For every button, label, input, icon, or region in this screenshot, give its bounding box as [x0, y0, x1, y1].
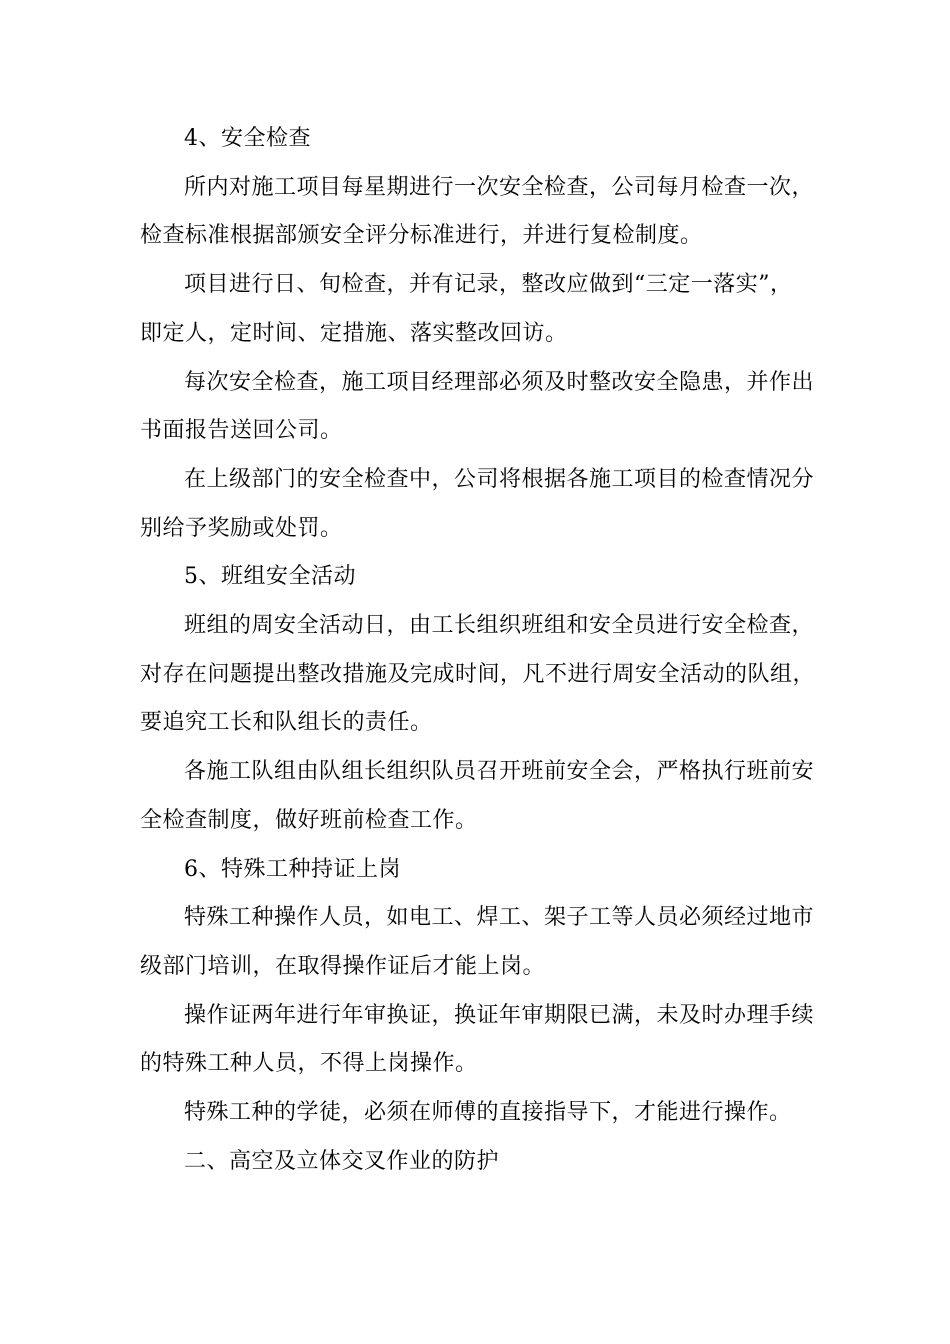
paragraph-line: 的特殊工种人员，不得上岗操作。 [140, 1051, 478, 1077]
paragraph-line: 即定人，定时间、定措施、落实整改回访。 [140, 320, 568, 346]
paragraph-line: 每次安全检查，施工项目经理部必须及时整改安全隐患，并作出 [184, 369, 815, 395]
paragraph-line: 全检查制度，做好班前检查工作。 [140, 807, 478, 833]
section-heading-special-trades-certification: 6、特殊工种持证上岗 [184, 856, 401, 882]
document-body [140, 115, 816, 1186]
section-heading-high-altitude-protection: 二、高空及立体交叉作业的防护 [184, 1148, 500, 1174]
section-heading-team-safety-activities: 5、班组安全活动 [184, 564, 356, 590]
section-heading-safety-inspection: 4、安全检查 [184, 126, 311, 151]
paragraph-line: 对存在问题提出整改措施及完成时间，凡不进行周安全活动的队组， [140, 661, 816, 687]
paragraph-line: 检查标准根据部颁安全评分标准进行，并进行复检制度。 [140, 223, 703, 249]
paragraph-line: 级部门培训，在取得操作证后才能上岗。 [140, 953, 546, 979]
paragraph-line: 别给予奖励或处罚。 [140, 515, 343, 541]
paragraph-line: 书面报告送回公司。 [140, 418, 343, 444]
paragraph-line: 特殊工种操作人员，如电工、焊工、架子工等人员必须经过地市 [184, 905, 815, 931]
paragraph-line: 班组的周安全活动日，由工长组织班组和安全员进行安全检查， [184, 613, 815, 639]
paragraph-line: 特殊工种的学徒，必须在师傅的直接指导下，才能进行操作。 [184, 1100, 792, 1126]
paragraph-line: 各施工队组由队组长组织队员召开班前安全会，严格执行班前安 [184, 759, 815, 785]
paragraph-line: 操作证两年进行年审换证，换证年审期限已满，未及时办理手续 [184, 1002, 815, 1028]
paragraph-line: 项目进行日、旬检查，并有记录，整改应做到“三定一落实”， [184, 272, 793, 298]
paragraph-line: 所内对施工项目每星期进行一次安全检查，公司每月检查一次， [184, 174, 815, 200]
paragraph-line: 在上级部门的安全检查中，公司将根据各施工项目的检查情况分 [184, 466, 815, 492]
paragraph-line: 要追究工长和队组长的责任。 [140, 710, 433, 736]
